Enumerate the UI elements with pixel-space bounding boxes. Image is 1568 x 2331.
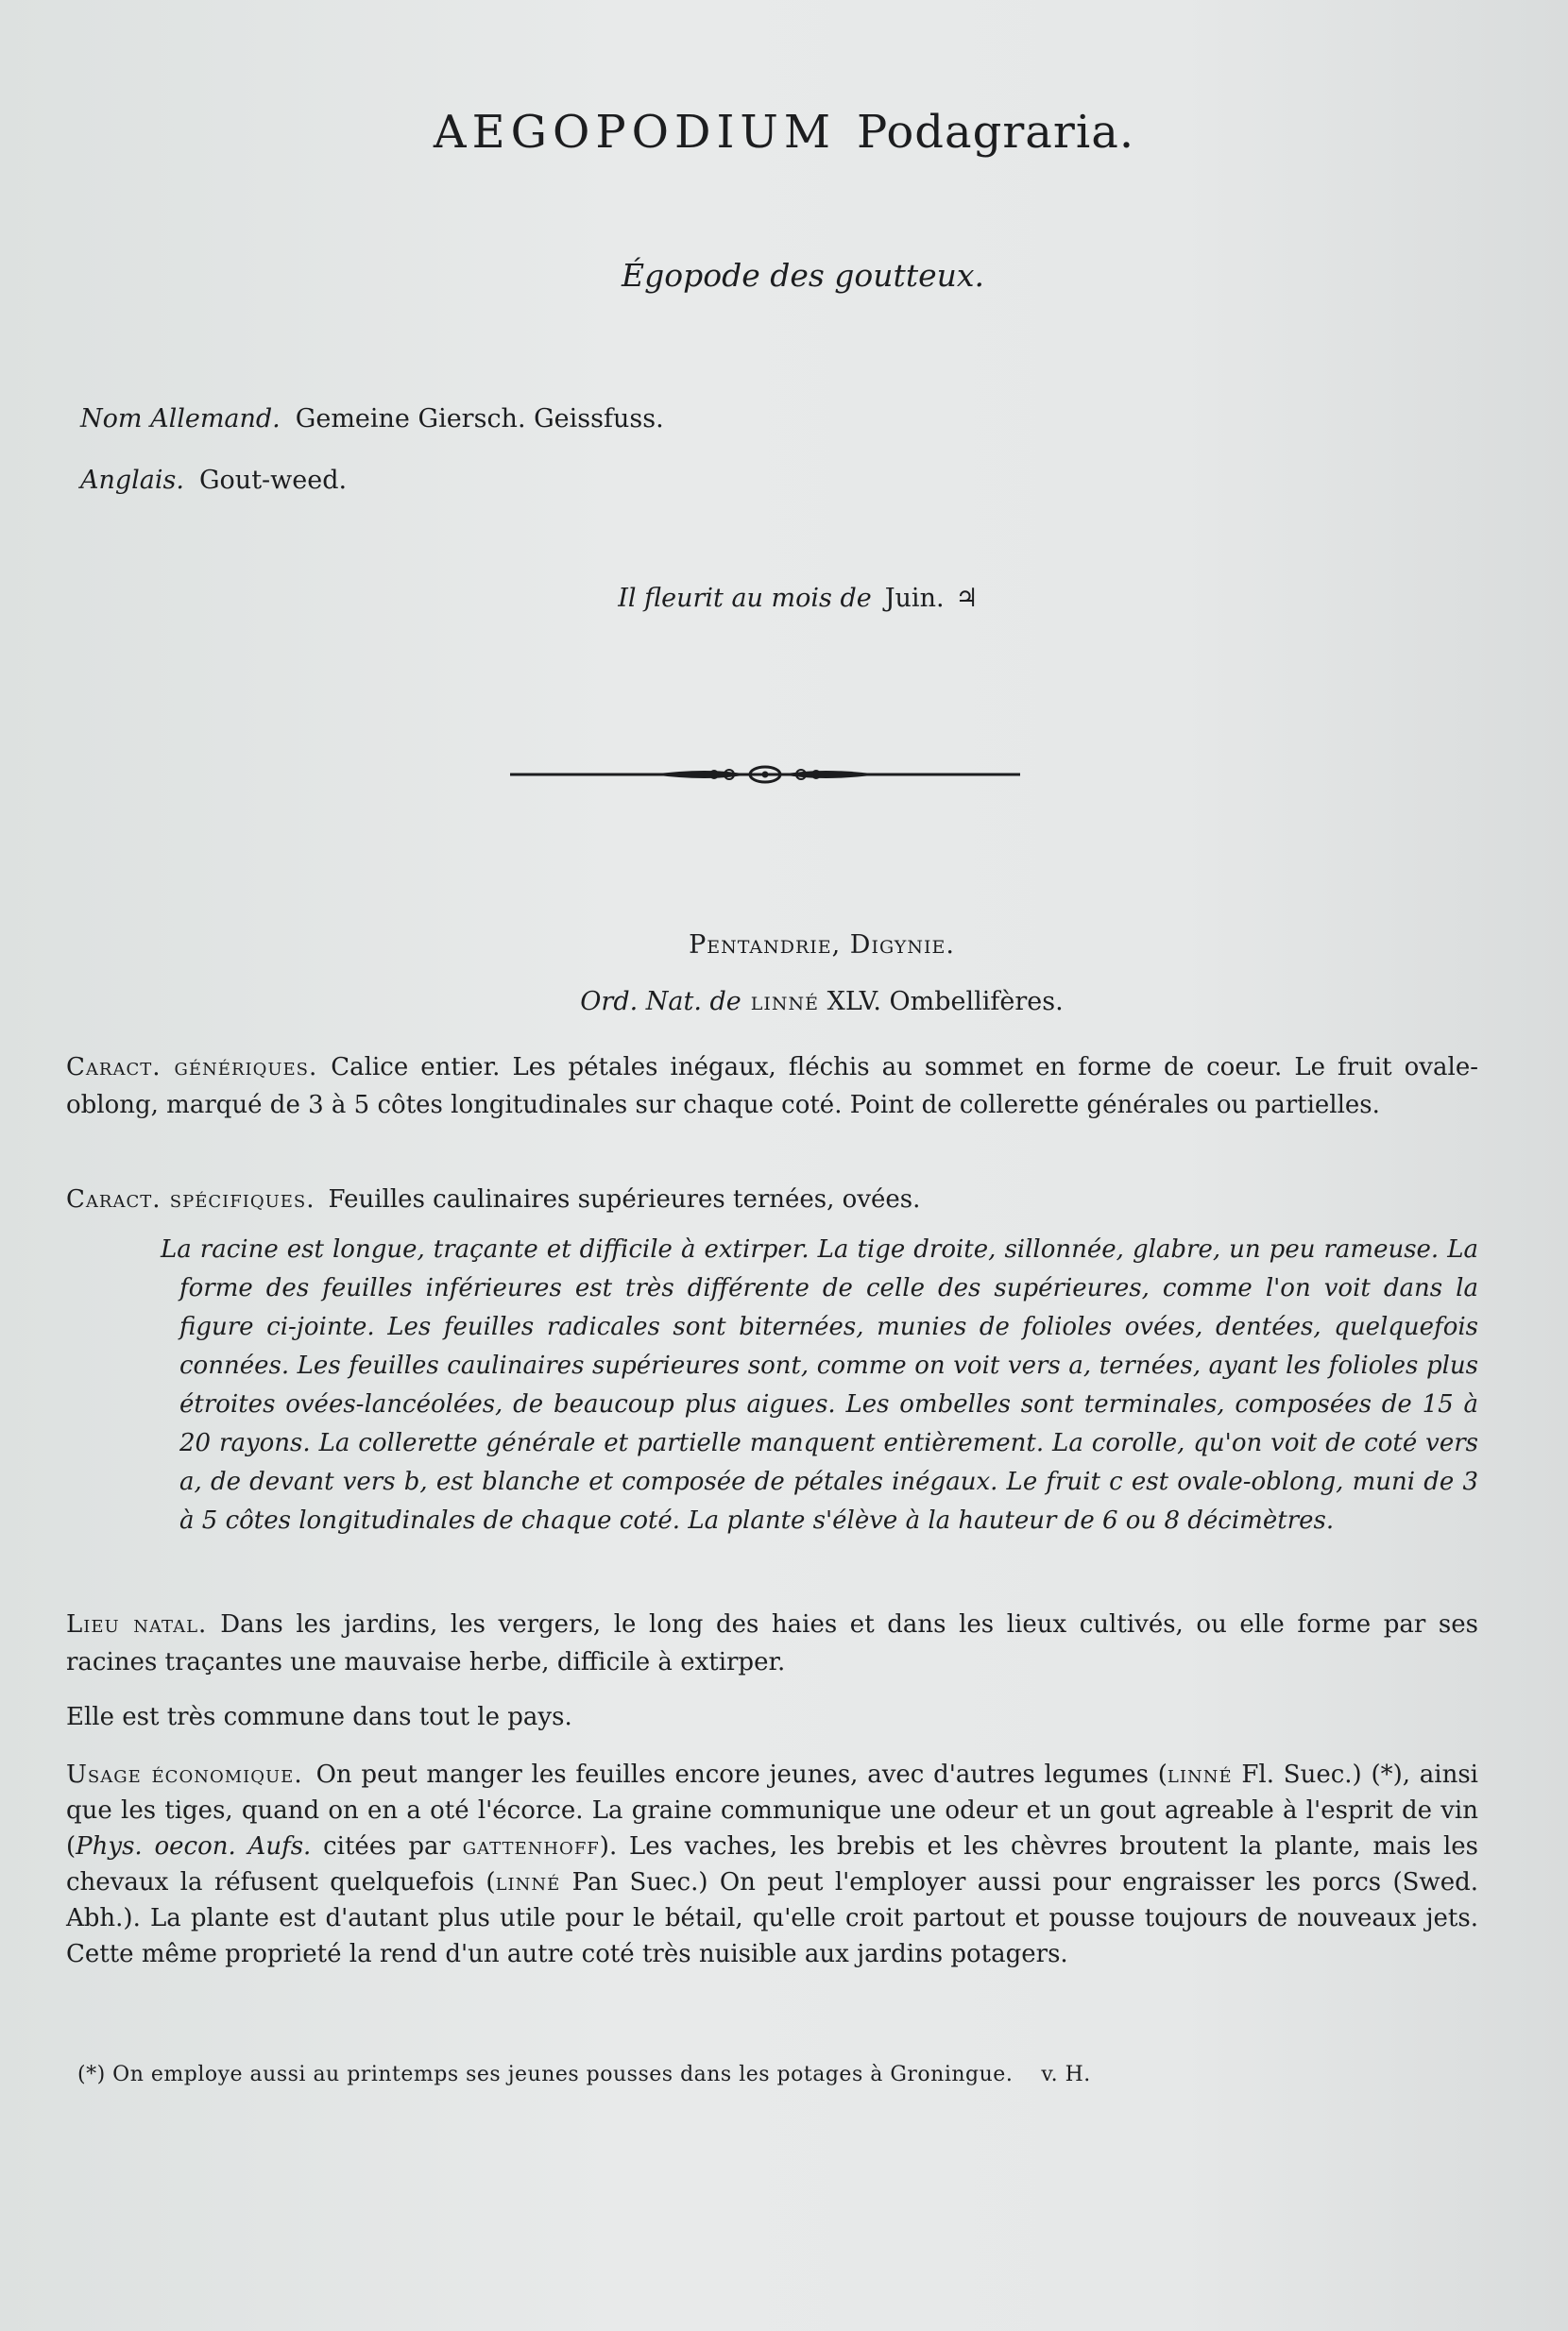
habitat-label: Lieu natal. xyxy=(66,1610,208,1639)
plant-description xyxy=(161,1231,1478,1540)
ornament-divider xyxy=(510,761,1020,788)
generic-text: Calice entier. Les pétales inégaux, fléchis au sommet en forme de coeur. Le fruit ovale-oblong, marqué de 3 à 5 côtes longitudinales sur chaque coté. Point de collerette générales ou partielles. xyxy=(66,1053,1478,1119)
usage-text-4: ). Les vaches, les brebis et les chèvres broutent la plante, mais les chevaux la réfusent quelquefois ( xyxy=(66,1832,1478,1897)
usage-text-3: citées par xyxy=(311,1832,463,1861)
specific-text: Feuilles caulinaires supérieures ternées, ovées. xyxy=(328,1185,921,1214)
specific-characters xyxy=(66,1181,1478,1218)
usage-reference: Phys. oecon. Aufs. xyxy=(76,1832,312,1861)
flowering-line xyxy=(0,584,1568,613)
linnaean-class: Pentandrie, Digynie. xyxy=(689,930,955,960)
economic-use xyxy=(66,1757,1478,1972)
genus-name: AEGOPODIUM xyxy=(433,106,837,159)
perennial-symbol: ♃ xyxy=(955,584,979,613)
footnote-text: (*) On employe aussi au printemps ses jeunes pousses dans les potages à Groningue. xyxy=(77,2063,1014,2086)
english-name-line xyxy=(80,466,347,495)
order-author: linné xyxy=(750,987,820,1016)
description-text: La racine est longue, traçante et difficile à extirper. La tige droite, sillonnée, glabre, un peu rameuse. La forme des feuilles inférieures est très différente de celle des supérieures, comme l'on voit dans la figure ci-jointe. Les feuilles radicales sont biternées, munies de folioles ovées, dentées, quelquefois connées. Les feuilles caulinaires supérieures sont, comme on voit vers a, ternées, ayant les folioles plus étroites ovées-lancéolées, de beaucoup plus aigues. Les ombelles sont terminales, composées de 15 à 20 rayons. La collerette générale et partielle manquent entièrement. La corolle, qu'on voit de coté vers a, de devant vers b, est blanche et composée de pétales inégaux. Le fruit c est ovale-oblong, muni de 3 à 5 côtes longitudinales de chaque coté. La plante s'élève à la hauteur de 6 ou 8 décimètres. xyxy=(161,1235,1478,1535)
german-name: Gemeine Giersch. Geissfuss. xyxy=(295,404,664,434)
usage-text-1: On peut manger les feuilles encore jeunes, avec d'autres legumes ( xyxy=(315,1761,1167,1789)
order-value: XLV. Ombellifères. xyxy=(827,987,1064,1016)
page-title xyxy=(0,106,1568,159)
flowering-month: Juin. xyxy=(884,584,945,613)
french-name: Égopode des goutteux. xyxy=(622,257,984,294)
species-name: Podagraria. xyxy=(857,106,1135,159)
habitat xyxy=(66,1606,1478,1681)
generic-characters xyxy=(66,1048,1478,1124)
habitat-text: Dans les jardins, les vergers, le long des haies et dans les lieux cultivés, ou elle forme par ses racines traçantes une mauvaise herbe, difficile à extirper. xyxy=(66,1610,1479,1676)
footnote xyxy=(77,2063,1091,2086)
natural-order xyxy=(0,987,1568,1016)
footnote-signature: v. H. xyxy=(1041,2063,1091,2086)
order-label: Ord. Nat. de xyxy=(580,987,741,1016)
specific-label: Caract. spécifiques. xyxy=(66,1185,315,1214)
frequency-note: Elle est très commune dans tout le pays. xyxy=(66,1703,572,1731)
german-label: Nom Allemand. xyxy=(80,404,281,434)
usage-text-2: Fl. Suec.) (*), ainsi que les tiges, quand on en a oté l'écorce. La graine communique une odeur et un gout agreable à l'esprit de vin ( xyxy=(66,1761,1478,1861)
usage-author-linne-2: linné xyxy=(495,1868,561,1897)
english-name: Gout-weed. xyxy=(198,466,348,495)
usage-label: Usage économique. xyxy=(66,1761,303,1789)
flowering-text: Il fleurit au mois de xyxy=(618,584,872,613)
usage-text-5: Pan Suec.) On peut l'employer aussi pour engraisser les porcs (Swed. Abh.). La plante est d'autant plus utile pour le bétail, qu'elle croit partout et pousse toujours de nouveaux jets. Cette même proprieté la rend d'un autre coté très nuisible aux jardins potagers. xyxy=(66,1868,1478,1968)
english-label: Anglais. xyxy=(80,466,184,495)
usage-author-linne-1: linné xyxy=(1167,1761,1233,1789)
usage-author-gattenhoff: gattenhoff xyxy=(462,1832,600,1861)
generic-label: Caract. génériques. xyxy=(66,1053,318,1081)
german-name-line xyxy=(80,404,664,434)
